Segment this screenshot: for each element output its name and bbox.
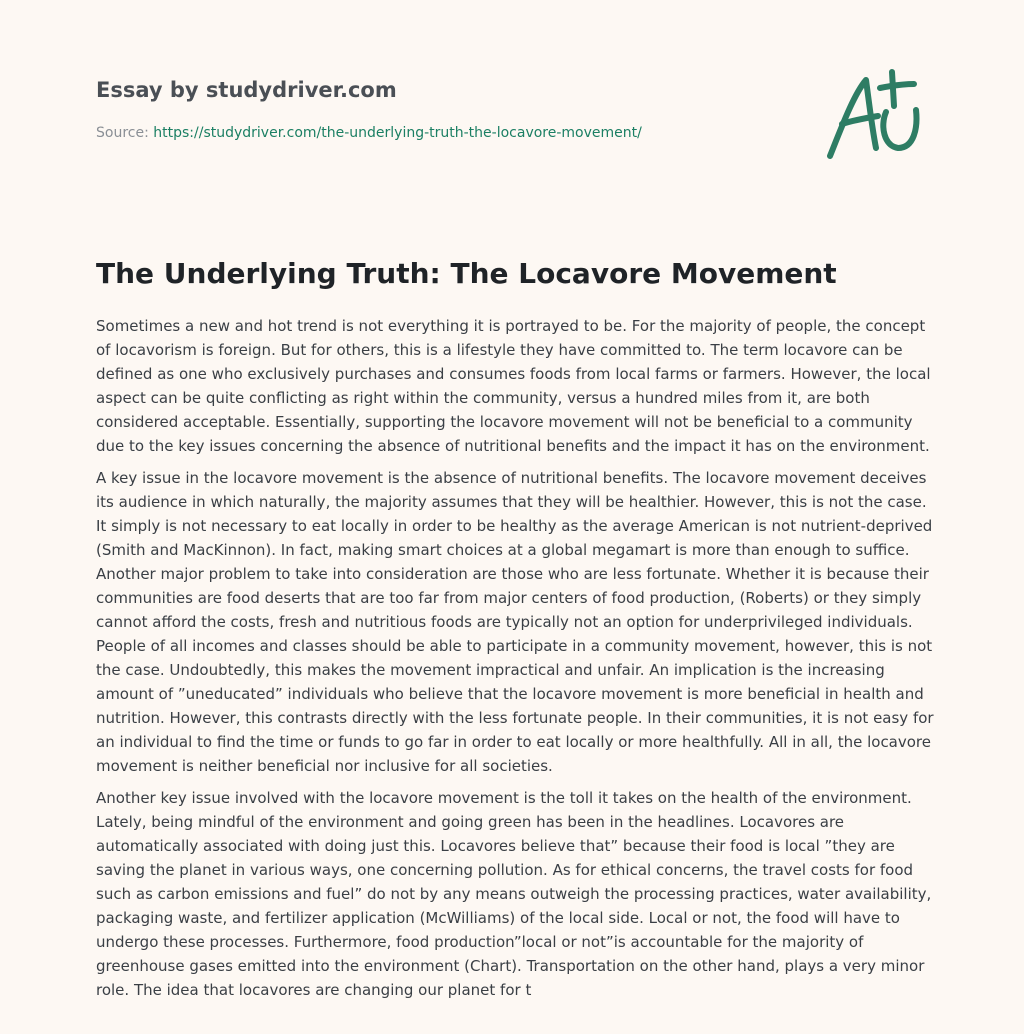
article-body: [96, 314, 936, 1010]
source-line: [96, 124, 816, 142]
article-title: The Underlying Truth: The Locavore Movement: [96, 257, 837, 290]
a-plus-logo-icon: [820, 66, 930, 166]
paragraph-environment: Another key issue involved with the locavore movement is the toll it takes on the health of the environment. Lately, being mindful of the environment and going green has been in the headlines. Locavores are automatically associated with doing just this. Locavores believe that” because their food is local ”they are saving the planet in various ways, one concerning pollution. As for ethical concerns, the travel costs for food such as carbon emissions and fuel” do not by any means outweigh the processing practices, water availability, packaging waste, and fertilizer application (McWilliams) of the local side. Local or not, the food will have to undergo these processes. Furthermore, food production”local or not”is accountable for the majority of greenhouse gases emitted into the environment (Chart). Transportation on the other hand, plays a very minor role. The idea that locavores are changing our planet for t: [96, 789, 932, 999]
essay-header: [96, 76, 816, 142]
paragraph-nutrition: A key issue in the locavore movement is the absence of nutritional benefits. The locavore movement deceives its audience in which naturally, the majority assumes that they will be healthier. However, this is not the case. It simply is not necessary to eat locally in order to be healthy as the average American is not nutrient-deprived (Smith and MacKinnon). In fact, making smart choices at a global megamart is more than enough to suffice. Another major problem to take into consideration are those who are less fortunate. Whether it is because their communities are food deserts that are too far from major centers of food production, (Roberts) or they simply cannot afford the costs, fresh and nutritious foods are typically not an option for underprivileged individuals. People of all incomes and classes should be able to participate in a community movement, however, this is not the case. Undoubtedly, this makes the movement impractical and unfair. An implication is the increasing amount of ”uneducated” individuals who believe that the locavore movement is more beneficial in health and nutrition. However, this contrasts directly with the less fortunate people. In their communities, it is not easy for an individual to find the time or funds to go far in order to eat locally or more healthfully. All in all, the locavore movement is neither beneficial nor inclusive for all societies.: [96, 469, 934, 775]
site-title: Essay by studydriver.com: [96, 78, 397, 102]
source-label: Source:: [96, 125, 154, 141]
paragraph-intro: Sometimes a new and hot trend is not everything it is portrayed to be. For the majority of people, the concept of locavorism is foreign. But for others, this is a lifestyle they have committed to. The term locavore can be defined as one who exclusively purchases and consumes foods from local farms or farmers. However, the local aspect can be quite conflicting as right within the community, versus a hundred miles from it, are both considered acceptable. Essentially, supporting the locavore movement will not be beneficial to a community due to the key issues concerning the absence of nutritional benefits and the impact it has on the environment.: [96, 317, 931, 455]
source-link[interactable]: https://studydriver.com/the-underlying-truth-the-locavore-movement/: [153, 125, 642, 141]
